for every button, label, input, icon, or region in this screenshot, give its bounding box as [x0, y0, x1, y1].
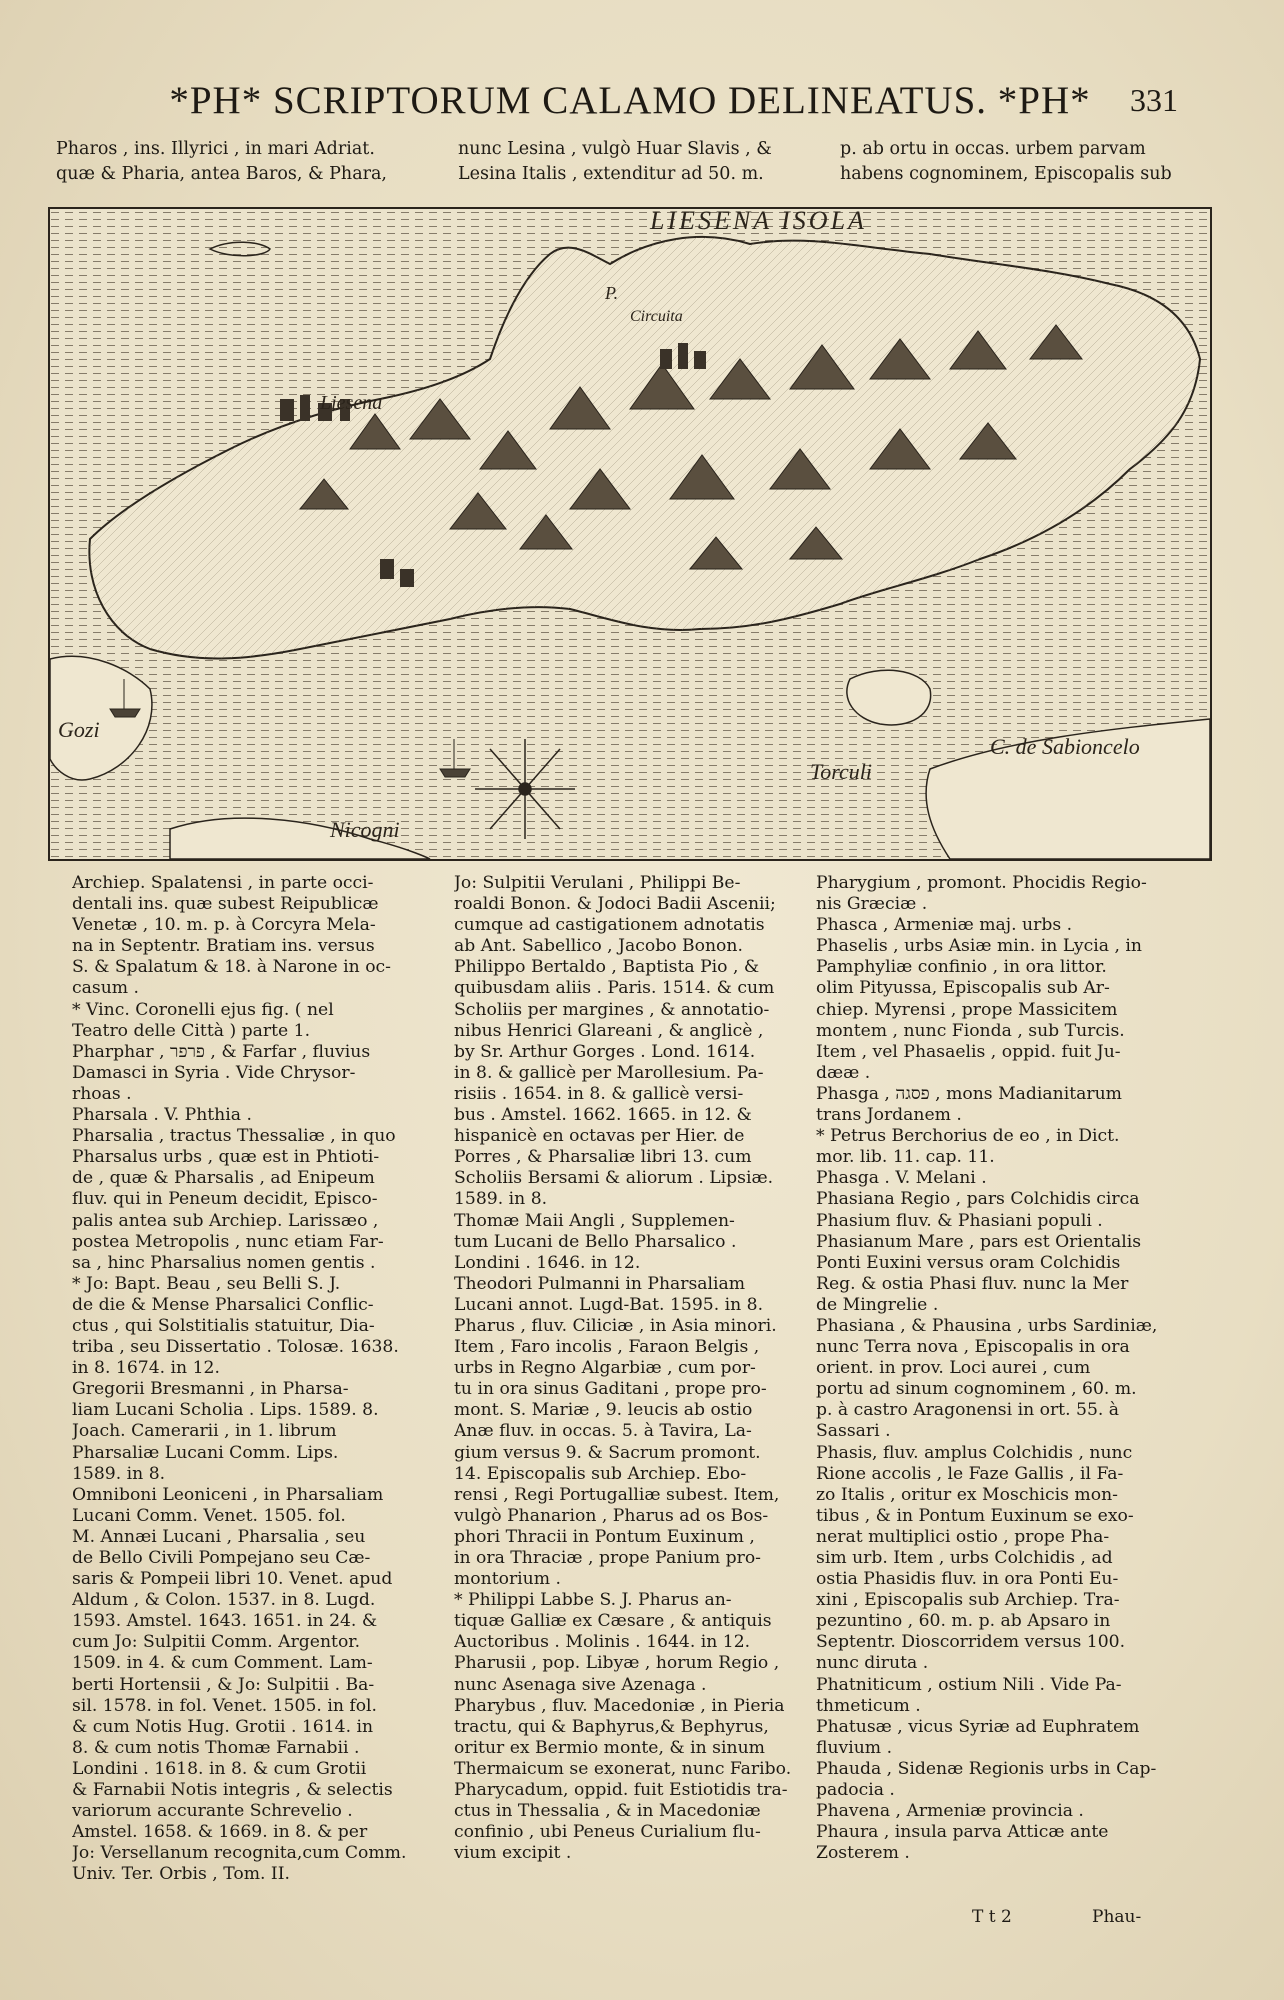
- top-text-col-2: [458, 137, 772, 187]
- text-line: bus . Amstel. 1662. 1665. in 12. &: [454, 1105, 752, 1126]
- text-line: ostia Phasidis fluv. in ora Ponti Eu-: [816, 1569, 1119, 1590]
- text-line: Lucani annot. Lugd-Bat. 1595. in 8.: [454, 1294, 764, 1315]
- text-line: Londini . 1646. in 12.: [454, 1252, 641, 1273]
- text-line: Teatro delle Città ) parte 1.: [72, 1020, 311, 1041]
- text-line: p. à castro Aragonensi in ort. 55. à: [816, 1400, 1120, 1421]
- text-line: olim Pityussa, Episcopalis sub Ar-: [816, 978, 1110, 999]
- text-line: sim urb. Item , urbs Colchidis , ad: [816, 1548, 1113, 1568]
- text-line: Archiep. Spalatensi , in parte occi-: [72, 873, 374, 893]
- map-label-torculi: Torculi: [810, 759, 872, 784]
- text-line: urbs in Regno Algarbiæ , cum por-: [454, 1358, 756, 1379]
- text-line: fluvium .: [816, 1737, 893, 1758]
- text-line: Univ. Ter. Orbis , Tom. II.: [72, 1864, 290, 1885]
- text-line: risiis . 1654. in 8. & gallicè versi-: [454, 1083, 744, 1104]
- text-line: Pharus , fluv. Ciliciæ , in Asia minori.: [454, 1315, 777, 1336]
- text-line: nis Græciæ .: [816, 894, 928, 915]
- text-line: Septentr. Dioscorridem versus 100.: [816, 1632, 1126, 1653]
- text-line: Thermaicum se exonerat, nunc Faribo.: [454, 1758, 792, 1779]
- text-line: tibus , & in Pontum Euxinum se exo-: [816, 1505, 1134, 1526]
- text-line: 14. Episcopalis sub Archiep. Ebo-: [454, 1463, 747, 1484]
- text-line: tu in ora sinus Gaditani , prope pro-: [454, 1379, 767, 1400]
- text-line: Londini . 1618. in 8. & cum Grotii: [72, 1758, 367, 1779]
- text-line: by Sr. Arthur Gorges . Lond. 1614.: [454, 1041, 756, 1062]
- top-text-line: habens cognominem, Episcopalis sub: [840, 164, 1172, 184]
- top-text-line: nunc Lesina , vulgò Huar Slavis , &: [458, 139, 772, 159]
- text-line: confinio , ubi Peneus Curialium flu-: [454, 1822, 761, 1843]
- text-line: Pamphyliæ confinio , in ora littor.: [816, 957, 1107, 978]
- text-line: in 8. 1674. in 12.: [72, 1358, 220, 1379]
- text-line: in 8. & gallicè per Marollesium. Pa-: [454, 1062, 764, 1083]
- text-line: Phaselis , urbs Asiæ min. in Lycia , in: [816, 936, 1142, 957]
- text-line: & cum Notis Hug. Grotii . 1614. in: [72, 1716, 374, 1737]
- text-line: montorium .: [454, 1569, 561, 1590]
- top-text-block: [56, 137, 1176, 205]
- text-line: quibusdam aliis . Paris. 1514. & cum: [454, 978, 775, 999]
- text-line: M. Annæi Lucani , Pharsalia , seu: [72, 1526, 366, 1547]
- text-line: Omniboni Leoniceni , in Pharsaliam: [72, 1484, 384, 1505]
- text-line: de , quæ & Pharsalis , ad Enipeum: [72, 1168, 375, 1189]
- text-line: cum Jo: Sulpitii Comm. Argentor.: [72, 1632, 361, 1653]
- text-line: Item , vel Phasaelis , oppid. fuit Ju-: [816, 1041, 1121, 1062]
- text-line: Phasiana , & Phausina , urbs Sardiniæ,: [816, 1315, 1158, 1336]
- text-line: vium excipit .: [454, 1843, 572, 1864]
- text-line: Pharsalus urbs , quæ est in Phtioti-: [72, 1147, 380, 1168]
- text-line: oritur ex Bermio monte, & in sinum: [454, 1737, 765, 1758]
- text-line: Phasium fluv. & Phasiani populi .: [816, 1210, 1103, 1231]
- text-line: variorum accurante Schrevelio .: [72, 1801, 353, 1822]
- text-line: thmeticum .: [816, 1695, 921, 1716]
- text-line: Phatniticum , ostium Nili . Vide Pa-: [816, 1674, 1122, 1695]
- text-line: Theodori Pulmanni in Pharsaliam: [454, 1273, 746, 1294]
- text-line: in ora Thraciæ , prope Panium pro-: [454, 1548, 761, 1568]
- text-line: hispanicè en octavas per Hier. de: [454, 1126, 745, 1147]
- text-line: vulgò Phanarion , Pharus ad os Bos-: [454, 1505, 769, 1526]
- text-line: Phasiana Regio , pars Colchidis circa: [816, 1189, 1140, 1210]
- text-column-3: [816, 873, 1176, 1864]
- map-label-citta: Circuita: [630, 308, 683, 325]
- signature-mark: T t 2: [972, 1907, 1012, 1927]
- text-line: nibus Henrici Glareani , & anglicè ,: [454, 1020, 764, 1041]
- text-line: Item , Faro incolis , Faraon Belgis ,: [454, 1337, 760, 1358]
- text-line: 1589. in 8.: [72, 1463, 166, 1484]
- text-line: 1593. Amstel. 1643. 1651. in 24. &: [72, 1611, 378, 1632]
- text-line: fluv. qui in Peneum decidit, Episco-: [72, 1189, 378, 1210]
- text-line: Rione accolis , le Faze Gallis , il Fa-: [816, 1463, 1124, 1484]
- text-line: Pharybus , fluv. Macedoniæ , in Pieria: [454, 1695, 785, 1716]
- text-line: de die & Mense Pharsalici Conflic-: [72, 1294, 374, 1315]
- text-line: Pharsaliæ Lucani Comm. Lips.: [72, 1442, 339, 1463]
- text-line: de Mingrelie .: [816, 1294, 939, 1315]
- text-line: Anæ fluv. in occas. 5. à Tavira, La-: [454, 1421, 752, 1442]
- text-line: tiquæ Galliæ ex Cæsare , & antiquis: [454, 1611, 772, 1632]
- text-line: * Jo: Bapt. Beau , seu Belli S. J.: [72, 1273, 341, 1294]
- text-line: cumque ad castigationem adnotatis: [454, 915, 765, 936]
- text-line: tractu, qui & Baphyrus,& Bephyrus,: [454, 1716, 769, 1737]
- text-line: Joach. Camerarii , in 1. librum: [72, 1421, 337, 1442]
- text-line: zo Italis , oritur ex Moschicis mon-: [816, 1484, 1118, 1505]
- text-line: Damasci in Syria . Vide Chrysor-: [72, 1062, 356, 1083]
- text-line: nunc Asenaga sive Azenaga .: [454, 1674, 707, 1695]
- text-line: Jo: Versellanum recognita,cum Comm.: [72, 1843, 407, 1864]
- text-line: nerat multiplici ostio , prope Pha-: [816, 1526, 1110, 1547]
- text-line: dentali ins. quæ subest Reipublicæ: [72, 894, 379, 915]
- text-line: Gregorii Bresmanni , in Pharsa-: [72, 1379, 349, 1400]
- text-line: Porres , & Pharsaliæ libri 13. cum: [454, 1147, 752, 1168]
- map-label-nicogni: Nicogni: [330, 817, 400, 842]
- text-line: 1509. in 4. & cum Comment. Lam-: [72, 1653, 373, 1674]
- catchword: Phau-: [1092, 1907, 1142, 1927]
- text-line: triba , seu Dissertatio . Tolosæ. 1638.: [72, 1337, 399, 1358]
- page-number: 331: [1130, 82, 1178, 118]
- text-line: Phatusæ , vicus Syriæ ad Euphratem: [816, 1716, 1140, 1737]
- text-line: liam Lucani Scholia . Lips. 1589. 8.: [72, 1400, 379, 1421]
- top-text-line: quæ & Pharia, antea Baros, & Phara,: [56, 164, 387, 184]
- text-line: Phasis, fluv. amplus Colchidis , nunc: [816, 1442, 1133, 1463]
- text-line: mont. S. Mariæ , 9. leucis ab ostio: [454, 1400, 753, 1421]
- text-line: Jo: Sulpitii Verulani , Philippi Be-: [454, 873, 741, 893]
- text-line: Phasianum Mare , pars est Orientalis: [816, 1231, 1142, 1252]
- map-label-gozi: Gozi: [58, 717, 100, 742]
- text-line: Venetæ , 10. m. p. à Corcyra Mela-: [72, 915, 376, 936]
- map-illustration: [50, 209, 1210, 859]
- text-line: orient. in prov. Loci aurei , cum: [816, 1358, 1091, 1379]
- text-line: gium versus 9. & Sacrum promont.: [454, 1442, 761, 1463]
- text-line: dææ .: [816, 1062, 871, 1083]
- text-line: palis antea sub Archiep. Larissæo ,: [72, 1210, 379, 1231]
- text-line: Scholiis per margines , & annotatio-: [454, 999, 770, 1020]
- text-line: nunc Terra nova , Episcopalis in ora: [816, 1337, 1130, 1358]
- top-text-line: p. ab ortu in occas. urbem parvam: [840, 139, 1146, 159]
- text-line: rensi , Regi Portugalliæ subest. Item,: [454, 1484, 780, 1505]
- text-line: Auctoribus . Molinis . 1644. in 12.: [454, 1632, 751, 1653]
- text-line: Zosterem .: [816, 1843, 910, 1864]
- text-line: de Bello Civili Pompejano seu Cæ-: [72, 1548, 371, 1568]
- top-text-line: Pharos , ins. Illyrici , in mari Adriat.: [56, 139, 375, 159]
- text-line: Phavena , Armeniæ provincia .: [816, 1801, 1084, 1822]
- map-label-liesena: Liesena: [320, 392, 383, 414]
- text-line: saris & Pompeii libri 10. Venet. apud: [72, 1569, 393, 1590]
- text-line: postea Metropolis , nunc etiam Far-: [72, 1231, 384, 1252]
- text-line: Ponti Euxini versus oram Colchidis: [816, 1252, 1121, 1273]
- text-line: ab Ant. Sabellico , Jacobo Bonon.: [454, 936, 743, 957]
- text-line: phori Thracii in Pontum Euxinum ,: [454, 1526, 755, 1547]
- map-label-p: P.: [605, 283, 619, 303]
- running-header: [140, 78, 1190, 128]
- text-line: Aldum , & Colon. 1537. in 8. Lugd.: [72, 1590, 376, 1611]
- text-line: S. & Spalatum & 18. à Narone in oc-: [72, 957, 391, 978]
- text-line: 1589. in 8.: [454, 1189, 548, 1210]
- text-line: tum Lucani de Bello Pharsalico .: [454, 1231, 737, 1252]
- text-line: chiep. Myrensi , prope Massicitem: [816, 999, 1118, 1020]
- text-line: Pharphar , פרפר , & Farfar , fluvius: [72, 1041, 371, 1062]
- running-title: *PH* SCRIPTORUM CALAMO DELINEATUS. *PH*: [169, 79, 1091, 122]
- text-line: Philippo Bertaldo , Baptista Pio , &: [454, 957, 760, 978]
- text-line: 8. & cum notis Thomæ Farnabii .: [72, 1737, 360, 1758]
- text-line: xini , Episcopalis sub Archiep. Tra-: [816, 1590, 1120, 1611]
- text-line: & Farnabii Notis integris , & selectis: [72, 1780, 393, 1801]
- text-line: Phaura , insula parva Atticæ ante: [816, 1822, 1109, 1843]
- text-line: * Philippi Labbe S. J. Pharus an-: [454, 1590, 732, 1611]
- text-line: Phauda , Sidenæ Regionis urbs in Cap-: [816, 1758, 1157, 1779]
- text-line: mor. lib. 11. cap. 11.: [816, 1147, 995, 1168]
- text-line: Amstel. 1658. & 1669. in 8. & per: [72, 1822, 368, 1843]
- text-line: Pharsala . V. Phthia .: [72, 1105, 252, 1126]
- top-text-col-3: [840, 137, 1172, 187]
- text-line: Sassari .: [816, 1421, 891, 1442]
- text-column-2: [454, 873, 794, 1864]
- text-line: * Vinc. Coronelli ejus fig. ( nel: [72, 999, 334, 1020]
- text-line: Pharygium , promont. Phocidis Regio-: [816, 873, 1147, 893]
- text-line: sa , hinc Pharsalius nomen gentis .: [72, 1252, 376, 1273]
- text-line: sil. 1578. in fol. Venet. 1505. in fol.: [72, 1695, 378, 1716]
- text-line: Scholiis Bersami & aliorum . Lipsiæ.: [454, 1168, 774, 1189]
- text-line: ctus in Thessalia , & in Macedoniæ: [454, 1801, 761, 1822]
- text-line: padocia .: [816, 1780, 895, 1801]
- text-line: trans Jordanem .: [816, 1105, 962, 1126]
- text-line: Lucani Comm. Venet. 1505. fol.: [72, 1505, 346, 1526]
- text-line: Thomæ Maii Angli , Supplemen-: [454, 1210, 735, 1231]
- text-line: Phasga . V. Melani .: [816, 1168, 987, 1189]
- map-label-sabioncelo: C. de Sabioncelo: [990, 734, 1140, 759]
- text-line: portu ad sinum cognominem , 60. m.: [816, 1379, 1137, 1400]
- map-title: LIESENA ISOLA: [650, 209, 867, 235]
- text-line: Pharusii , pop. Libyæ , horum Regio ,: [454, 1653, 780, 1674]
- text-line: roaldi Bonon. & Jodoci Badii Ascenii;: [454, 894, 776, 915]
- text-line: Reg. & ostia Phasi fluv. nunc la Mer: [816, 1273, 1129, 1294]
- top-text-col-1: [56, 137, 387, 187]
- text-line: * Petrus Berchorius de eo , in Dict.: [816, 1126, 1120, 1147]
- engraved-map: [48, 207, 1212, 861]
- text-line: na in Septentr. Bratiam ins. versus: [72, 936, 375, 957]
- text-line: Phasga , פסגה , mons Madianitarum: [816, 1083, 1122, 1104]
- text-line: montem , nunc Fionda , sub Turcis.: [816, 1020, 1125, 1041]
- text-line: Phasca , Armeniæ maj. urbs .: [816, 915, 1073, 936]
- text-line: berti Hortensii , & Jo: Sulpitii . Ba-: [72, 1674, 375, 1695]
- text-line: Pharsalia , tractus Thessaliæ , in quo: [72, 1126, 396, 1147]
- top-text-line: Lesina Italis , extenditur ad 50. m.: [458, 164, 764, 184]
- text-line: Pharycadum, oppid. fuit Estiotidis tra-: [454, 1780, 788, 1801]
- text-line: casum .: [72, 978, 139, 999]
- text-line: rhoas .: [72, 1083, 132, 1104]
- text-line: nunc diruta .: [816, 1653, 929, 1674]
- text-line: ctus , qui Solstitialis statuitur, Dia-: [72, 1315, 375, 1336]
- text-line: pezuntino , 60. m. p. ab Apsaro in: [816, 1611, 1111, 1632]
- text-column-1: [72, 873, 412, 1886]
